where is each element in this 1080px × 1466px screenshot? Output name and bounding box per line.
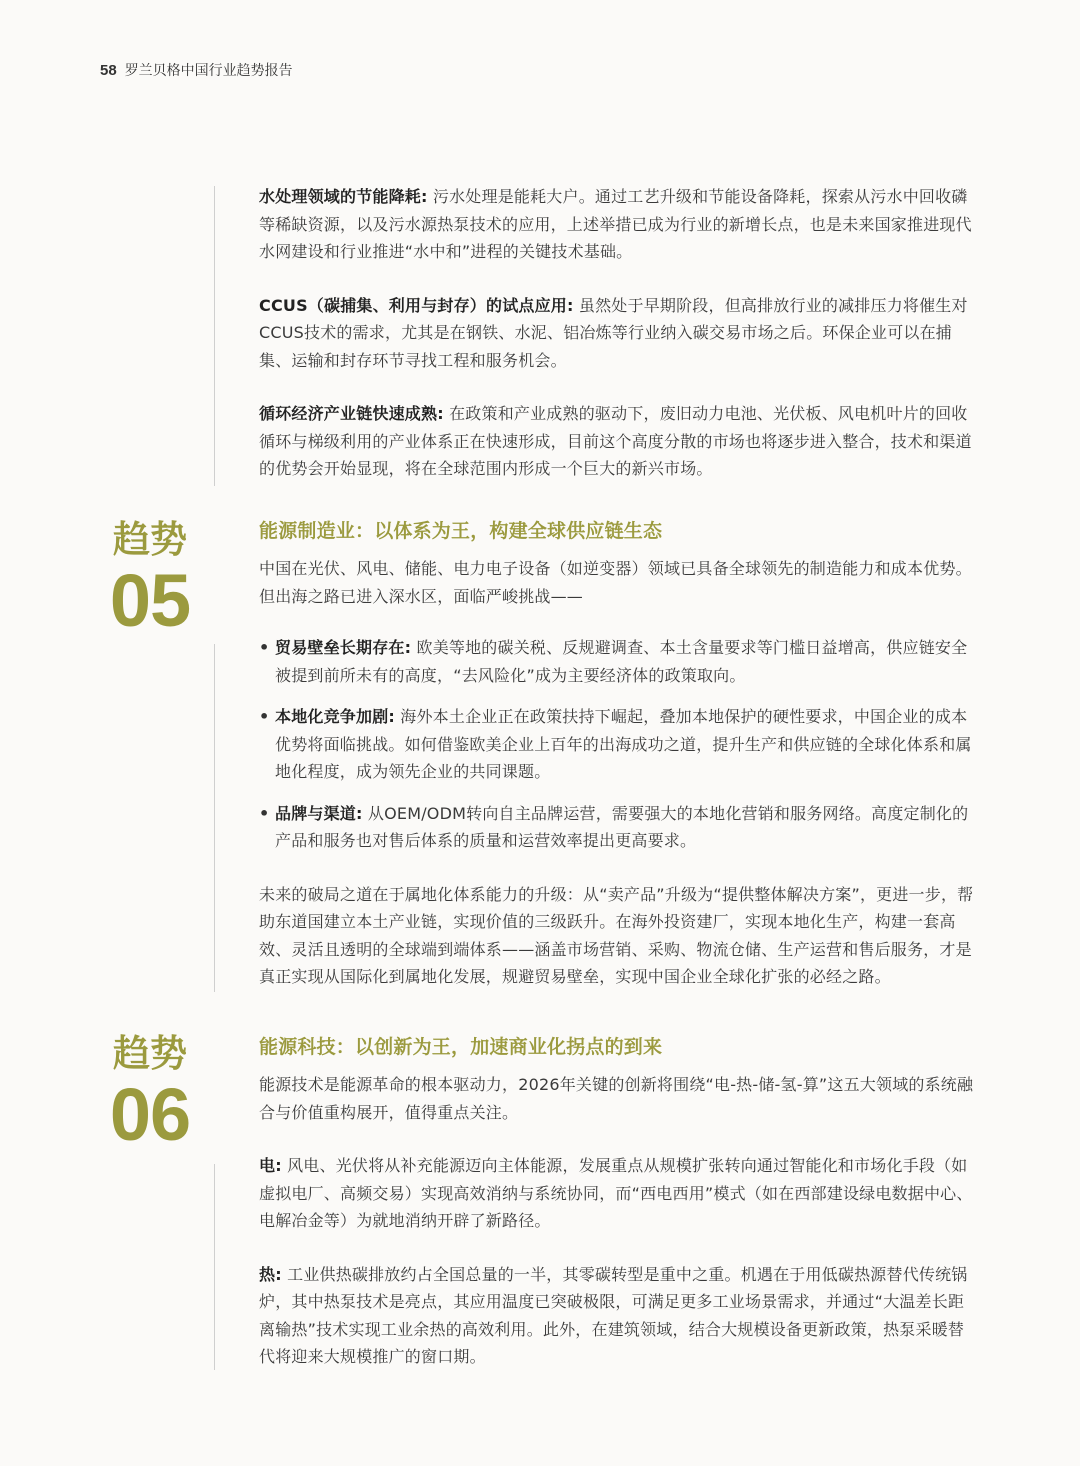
trend06-section bbox=[259, 1033, 979, 1371]
list-item: • 本地化竞争加剧: 海外本土企业正在政策扶持下崛起，叠加本地保护的硬性要求，中国企业的成本优势将面临挑战。如何借鉴欧美企业上百年的出海成功之道，提升生产和供应链的全球化体系和属地化程度，成为领先企业的共同课题。 bbox=[259, 703, 979, 786]
list-item: • 贸易壁垒长期存在: 欧美等地的碳关税、反规避调查、本土含量要求等门槛日益增高，供应链安全被提到前所未有的高度，“去风险化”成为主要经济体的政策取向。 bbox=[259, 634, 979, 689]
circular-economy-paragraph: 循环经济产业链快速成熟: 在政策和产业成熟的驱动下，废旧动力电池、光伏板、风电机叶片的回收循环与梯级利用的产业体系正在快速形成，目前这个高度分散的市场也将逐步进入整合，技术和渠道的优势会开始显现，将在全球范围内形成一个巨大的新兴市场。 bbox=[259, 404, 972, 478]
water-treatment-paragraph: 水处理领域的节能降耗: 污水处理是能耗大户。通过工艺升级和节能设备降耗，探索从污水中回收磷等稀缺资源，以及污水源热泵技术的应用，上述举措已成为行业的新增长点，也是未来国家推进现代水网建设和行业推进“水中和”进程的关键技术基础。 bbox=[259, 187, 972, 261]
intro-section bbox=[259, 183, 979, 483]
heat-paragraph: 热: 工业供热碳排放约占全国总量的一半，其零碳转型是重中之重。机遇在于用低碳热源替代传统锅炉，其中热泵技术是亮点，其应用温度已突破极限，可满足更多工业场景需求，并通过“大温差长距离输热”技术实现工业余热的高效利用。此外，在建筑领域，结合大规模设备更新政策，热泵采暖替代将迎来大规模推广的窗口期。 bbox=[259, 1264, 968, 1366]
trend06-word: 趋势 bbox=[113, 1032, 187, 1075]
list-item: • 品牌与渠道: 从OEM/ODM转向自主品牌运营，需要强大的本地化营销和服务网络。高度定制化的产品和服务也对售后体系的质量和运营效率提出更高要求。 bbox=[259, 800, 979, 855]
trend05-rule-line bbox=[214, 644, 215, 992]
trend05-word: 趋势 bbox=[113, 518, 187, 561]
page-header bbox=[100, 60, 293, 80]
trend06-rule-line bbox=[214, 1164, 215, 1370]
trend06-number: 06 bbox=[109, 1073, 191, 1156]
trend06-intro: 能源技术是能源革命的根本驱动力，2026年关键的创新将围绕“电-热-储-氢-算”这五大领域的系统融合与价值重构展开，值得重点关注。 bbox=[259, 1075, 974, 1122]
trend05-number: 05 bbox=[109, 559, 191, 642]
trend05-label bbox=[100, 518, 200, 640]
trend05-closing: 未来的破局之道在于属地化体系能力的升级：从“卖产品”升级为“提供整体解决方案”，更进一步，帮助东道国建立本土产业链，实现价值的三级跃升。在海外投资建厂，实现本地化生产，构建一套高效、灵活且透明的全球端到端体系——涵盖市场营销、采购、物流仓储、生产运营和售后服务，才是真正实现从国际化到属地化发展，规避贸易壁垒，实现中国企业全球化扩张的必经之路。 bbox=[259, 884, 974, 986]
intro-rule-line bbox=[214, 186, 215, 486]
report-title: 罗兰贝格中国行业趋势报告 bbox=[124, 63, 293, 79]
trend06-label bbox=[100, 1032, 200, 1154]
trend05-section bbox=[259, 517, 979, 991]
trend05-title: 能源制造业：以体系为王，构建全球供应链生态 bbox=[259, 520, 663, 542]
trend05-challenges-list bbox=[259, 634, 979, 855]
electricity-paragraph: 电: 风电、光伏将从补充能源迈向主体能源，发展重点从规模扩张转向通过智能化和市场化手段（如虚拟电厂、高频交易）实现高效消纳与系统协同，而“西电西用”模式（如在西部建设绿电数据中心、电解冶金等）为就地消纳开辟了新路径。 bbox=[259, 1156, 973, 1230]
trend05-intro: 中国在光伏、风电、储能、电力电子设备（如逆变器）领域已具备全球领先的制造能力和成本优势。但出海之路已进入深水区，面临严峻挑战—— bbox=[259, 559, 972, 606]
trend06-title: 能源科技：以创新为王，加速商业化拐点的到来 bbox=[259, 1036, 663, 1058]
ccus-paragraph: CCUS（碳捕集、利用与封存）的试点应用: 虽然处于早期阶段，但高排放行业的减排压力将催生对CCUS技术的需求，尤其是在钢铁、水泥、铝冶炼等行业纳入碳交易市场之后。环保企业可以在捕集、运输和封存环节寻找工程和服务机会。 bbox=[259, 295, 968, 370]
page-number: 58 bbox=[100, 62, 117, 79]
